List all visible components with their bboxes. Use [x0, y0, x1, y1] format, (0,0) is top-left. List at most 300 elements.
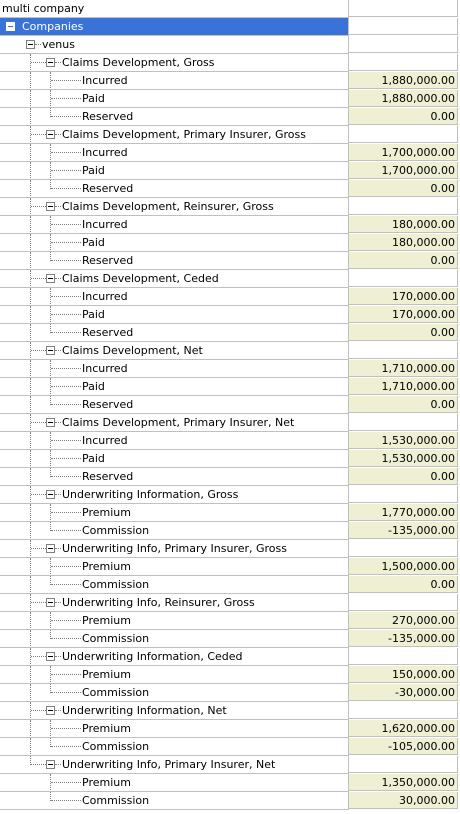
tree-connector	[51, 440, 81, 441]
tree-cell-leaf[interactable]	[0, 324, 349, 342]
tree-connector	[51, 404, 81, 405]
value-cell-venus	[349, 36, 458, 53]
tree-label-group: Underwriting Info, Reinsurer, Gross	[62, 596, 255, 609]
tree-connector	[50, 216, 51, 234]
tree-connector	[30, 342, 31, 360]
tree-connector	[30, 648, 31, 666]
tree-row-group[interactable]	[0, 126, 460, 144]
tree-connector	[30, 504, 31, 522]
tree-connector	[51, 512, 81, 513]
tree-connector	[55, 764, 61, 765]
tree-connector	[30, 90, 31, 108]
value-cell-group	[349, 198, 458, 215]
collapse-minus-icon[interactable]	[46, 598, 55, 607]
tree-connector	[50, 306, 51, 324]
tree-label-leaf: Premium	[82, 614, 131, 627]
tree-row-companies[interactable]	[0, 18, 460, 36]
tree-connector	[51, 116, 81, 117]
tree-row-leaf[interactable]	[0, 774, 460, 792]
tree-connector	[31, 134, 46, 135]
tree-row-leaf[interactable]	[0, 576, 460, 594]
tree-connector	[55, 206, 61, 207]
value-cell[interactable]: 1,700,000.00	[349, 144, 458, 161]
tree-label-leaf: Premium	[82, 506, 131, 519]
value-cell[interactable]: 1,530,000.00	[349, 432, 458, 449]
tree-connector	[30, 720, 31, 738]
tree-row-leaf[interactable]	[0, 522, 460, 540]
tree-connector	[50, 162, 51, 180]
header-cell	[0, 0, 349, 18]
tree-row-group[interactable]	[0, 648, 460, 666]
value-cell[interactable]: -30,000.00	[349, 684, 458, 701]
value-cell-group	[349, 648, 458, 665]
tree-row-leaf[interactable]	[0, 324, 460, 342]
tree-cell-group[interactable]	[0, 756, 349, 774]
tree-connector	[30, 288, 31, 306]
tree-label-leaf: Reserved	[82, 470, 134, 483]
tree-connector	[51, 782, 81, 783]
tree-connector	[30, 72, 31, 90]
tree-label-group: Underwriting Information, Gross	[62, 488, 239, 501]
tree-cell-group[interactable]	[0, 270, 349, 288]
tree-connector	[51, 80, 81, 81]
tree-label-venus: venus	[42, 38, 75, 51]
tree-label-group: Claims Development, Reinsurer, Gross	[62, 200, 274, 213]
tree-row-group[interactable]	[0, 702, 460, 720]
value-cell[interactable]: 170,000.00	[349, 288, 458, 305]
tree-cell-leaf[interactable]	[0, 180, 349, 198]
tree-connector	[51, 458, 81, 459]
tree-connector	[30, 486, 31, 504]
tree-connector	[30, 306, 31, 324]
tree-connector	[31, 602, 46, 603]
tree-connector	[51, 98, 81, 99]
tree-label-leaf: Reserved	[82, 110, 134, 123]
tree-cell-group[interactable]	[0, 198, 349, 216]
tree-cell-group[interactable]	[0, 342, 349, 360]
tree-label-leaf: Reserved	[82, 326, 134, 339]
tree-row-group[interactable]	[0, 540, 460, 558]
tree-connector	[30, 684, 31, 702]
tree-row-group[interactable]	[0, 342, 460, 360]
tree-row-leaf[interactable]	[0, 792, 460, 810]
tree-row-leaf[interactable]	[0, 252, 460, 270]
tree-connector	[31, 422, 46, 423]
tree-connector	[51, 692, 81, 693]
tree-connector	[51, 188, 81, 189]
tree-cell-leaf[interactable]	[0, 738, 349, 756]
tree-label-leaf: Paid	[82, 308, 105, 321]
tree-connector	[50, 144, 51, 162]
tree-label-group: Underwriting Information, Ceded	[62, 650, 243, 663]
value-cell-group	[349, 486, 458, 503]
tree-connector	[50, 720, 51, 738]
tree-label-leaf: Premium	[82, 560, 131, 573]
tree-connector	[51, 260, 81, 261]
value-cell[interactable]: 0.00	[349, 180, 458, 197]
tree-cell-leaf[interactable]	[0, 720, 349, 738]
tree-label-leaf: Paid	[82, 380, 105, 393]
value-cell-companies	[349, 18, 458, 35]
tree-cell-group[interactable]	[0, 648, 349, 666]
tree-connector	[51, 728, 81, 729]
tree-connector	[51, 674, 81, 675]
tree-row-group[interactable]	[0, 54, 460, 72]
tree-connector	[55, 422, 61, 423]
tree-connector	[51, 638, 81, 639]
tree-connector	[51, 386, 81, 387]
tree-row-group[interactable]	[0, 594, 460, 612]
tree-label-leaf: Incurred	[82, 290, 128, 303]
tree-connector	[30, 54, 31, 72]
tree-label-leaf: Incurred	[82, 362, 128, 375]
tree-connector	[50, 72, 51, 90]
tree-connector	[31, 278, 46, 279]
tree-connector	[51, 800, 81, 801]
value-cell[interactable]: 1,350,000.00	[349, 774, 458, 791]
tree-connector	[51, 476, 81, 477]
tree-row-leaf[interactable]	[0, 360, 460, 378]
tree-row-group[interactable]	[0, 414, 460, 432]
tree-label-leaf: Premium	[82, 668, 131, 681]
tree-connector	[51, 620, 81, 621]
tree-connector	[50, 90, 51, 108]
tree-connector	[30, 180, 31, 198]
tree-row-leaf[interactable]	[0, 558, 460, 576]
value-cell-group	[349, 342, 458, 359]
tree-row-leaf[interactable]	[0, 72, 460, 90]
tree-connector	[51, 224, 81, 225]
tree-cell-leaf[interactable]	[0, 576, 349, 594]
tree-row-leaf[interactable]	[0, 108, 460, 126]
tree-connector	[50, 504, 51, 522]
tree-cell-leaf[interactable]	[0, 216, 349, 234]
tree-label-leaf: Commission	[82, 794, 150, 807]
tree-label-group: Underwriting Information, Net	[62, 704, 227, 717]
tree-connector	[51, 746, 81, 747]
header-value-cell	[349, 0, 458, 17]
tree-row-leaf[interactable]	[0, 396, 460, 414]
value-cell[interactable]: -135,000.00	[349, 630, 458, 647]
tree-label-group: Claims Development, Primary Insurer, Gross	[62, 128, 307, 141]
collapse-minus-icon[interactable]	[46, 544, 55, 553]
value-cell-group	[349, 126, 458, 143]
tree-cell-group[interactable]	[0, 486, 349, 504]
tree-row-leaf[interactable]	[0, 216, 460, 234]
tree-label-group: Underwriting Info, Primary Insurer, Net	[62, 758, 276, 771]
tree-connector	[51, 368, 81, 369]
tree-cell-leaf[interactable]	[0, 378, 349, 396]
tree-connector	[30, 468, 31, 486]
tree-connector	[30, 198, 31, 216]
tree-label-companies: Companies	[22, 20, 84, 33]
tree-connector	[31, 206, 46, 207]
tree-connector	[55, 350, 61, 351]
tree-cell-leaf[interactable]	[0, 108, 349, 126]
tree-connector	[30, 576, 31, 594]
tree-label-leaf: Incurred	[82, 146, 128, 159]
tree-cell-leaf[interactable]	[0, 396, 349, 414]
tree-connector	[51, 296, 81, 297]
tree-connector	[51, 152, 81, 153]
tree-label-leaf: Reserved	[82, 254, 134, 267]
tree-label-group: Claims Development, Gross	[62, 56, 215, 69]
tree-connector	[30, 594, 31, 612]
tree-label-leaf: Paid	[82, 452, 105, 465]
tree-connector	[31, 494, 46, 495]
tree-row-group[interactable]	[0, 486, 460, 504]
tree-label-group: Claims Development, Net	[62, 344, 203, 357]
tree-connector	[31, 710, 46, 711]
tree-cell-group[interactable]	[0, 540, 349, 558]
tree-connector	[30, 612, 31, 630]
tree-connector	[31, 656, 46, 657]
tree-cell-companies[interactable]	[0, 18, 349, 36]
collapse-minus-icon[interactable]	[46, 418, 55, 427]
collapse-minus-icon[interactable]	[6, 22, 15, 31]
value-cell[interactable]: 0.00	[349, 108, 458, 125]
tree-row-group[interactable]	[0, 270, 460, 288]
value-cell[interactable]: 0.00	[349, 252, 458, 269]
tree-row-leaf[interactable]	[0, 288, 460, 306]
tree-cell-leaf[interactable]	[0, 90, 349, 108]
value-cell[interactable]: 1,620,000.00	[349, 720, 458, 737]
tree-connector	[50, 666, 51, 684]
tree-label-leaf: Incurred	[82, 218, 128, 231]
value-cell[interactable]: 1,700,000.00	[349, 162, 458, 179]
tree-row-leaf[interactable]	[0, 612, 460, 630]
collapse-minus-icon[interactable]	[46, 130, 55, 139]
value-cell[interactable]: 180,000.00	[349, 216, 458, 233]
value-cell[interactable]: 0.00	[349, 324, 458, 341]
tree-connector	[30, 378, 31, 396]
tree-cell-group[interactable]	[0, 594, 349, 612]
tree-cell-leaf[interactable]	[0, 468, 349, 486]
value-cell[interactable]: 1,500,000.00	[349, 558, 458, 575]
tree-connector	[55, 602, 61, 603]
tree-cell-leaf[interactable]	[0, 558, 349, 576]
tree-label-leaf: Paid	[82, 236, 105, 249]
value-cell-group	[349, 594, 458, 611]
tree-cell-leaf[interactable]	[0, 792, 349, 810]
value-cell[interactable]: 1,710,000.00	[349, 378, 458, 395]
tree-row-leaf[interactable]	[0, 432, 460, 450]
tree-connector	[55, 278, 61, 279]
value-cell[interactable]: 270,000.00	[349, 612, 458, 629]
value-cell[interactable]: 1,770,000.00	[349, 504, 458, 521]
value-cell-group	[349, 414, 458, 431]
tree-cell-leaf[interactable]	[0, 288, 349, 306]
value-cell[interactable]: 0.00	[349, 576, 458, 593]
tree-cell-leaf[interactable]	[0, 684, 349, 702]
tree-connector	[31, 764, 46, 765]
tree-connector	[50, 774, 51, 792]
tree-connector	[30, 540, 31, 558]
tree-connector	[55, 134, 61, 135]
tree-cell-group[interactable]	[0, 702, 349, 720]
value-cell[interactable]: 150,000.00	[349, 666, 458, 683]
tree-cell-venus[interactable]	[0, 36, 349, 54]
tree-label-leaf: Commission	[82, 740, 150, 753]
tree-connector	[50, 234, 51, 252]
tree-connector	[51, 584, 81, 585]
tree-row-leaf[interactable]	[0, 684, 460, 702]
tree-row-venus[interactable]	[0, 36, 460, 54]
value-cell[interactable]: 180,000.00	[349, 234, 458, 251]
value-cell[interactable]: 170,000.00	[349, 306, 458, 323]
tree-cell-leaf[interactable]	[0, 162, 349, 180]
tree-cell-group[interactable]	[0, 414, 349, 432]
tree-connector	[30, 270, 31, 288]
tree-connector	[30, 360, 31, 378]
tree-cell-leaf[interactable]	[0, 612, 349, 630]
tree-cell-leaf[interactable]	[0, 666, 349, 684]
tree-connector	[51, 314, 81, 315]
tree-cell-leaf[interactable]	[0, 522, 349, 540]
value-cell[interactable]: 0.00	[349, 468, 458, 485]
tree-cell-group[interactable]	[0, 126, 349, 144]
tree-label-group: Underwriting Info, Primary Insurer, Gross	[62, 542, 287, 555]
value-cell[interactable]: 1,710,000.00	[349, 360, 458, 377]
tree-connector	[30, 234, 31, 252]
tree-connector	[30, 144, 31, 162]
tree-connector	[30, 432, 31, 450]
tree-cell-leaf[interactable]	[0, 144, 349, 162]
tree-connector	[30, 450, 31, 468]
header-title: multi company	[2, 2, 85, 15]
tree-cell-leaf[interactable]	[0, 774, 349, 792]
collapse-minus-icon[interactable]	[46, 274, 55, 283]
tree-connector	[50, 360, 51, 378]
collapse-minus-icon[interactable]	[46, 58, 55, 67]
tree-row-leaf[interactable]	[0, 630, 460, 648]
value-cell[interactable]: 1,530,000.00	[349, 450, 458, 467]
groups-container	[0, 54, 460, 810]
tree-row-leaf[interactable]	[0, 666, 460, 684]
tree-label-leaf: Commission	[82, 578, 150, 591]
tree-row-leaf[interactable]	[0, 504, 460, 522]
tree-row-leaf[interactable]	[0, 306, 460, 324]
tree-row-leaf[interactable]	[0, 720, 460, 738]
tree-connector	[55, 548, 61, 549]
tree-row-leaf[interactable]	[0, 180, 460, 198]
tree-label-leaf: Commission	[82, 524, 150, 537]
tree-cell-leaf[interactable]	[0, 432, 349, 450]
value-cell-group	[349, 702, 458, 719]
tree-row-leaf[interactable]	[0, 738, 460, 756]
tree-label-leaf: Reserved	[82, 398, 134, 411]
tree-connector	[30, 162, 31, 180]
tree-connector	[31, 350, 46, 351]
tree-row-leaf[interactable]	[0, 450, 460, 468]
tree-connector	[50, 558, 51, 576]
collapse-minus-icon[interactable]	[46, 652, 55, 661]
tree-connector	[31, 548, 46, 549]
tree-cell-leaf[interactable]	[0, 630, 349, 648]
value-cell[interactable]: 0.00	[349, 396, 458, 413]
tree-connector	[30, 216, 31, 234]
tree-label-leaf: Incurred	[82, 74, 128, 87]
tree-label-leaf: Reserved	[82, 182, 134, 195]
tree-connector	[30, 630, 31, 648]
tree-row-leaf[interactable]	[0, 144, 460, 162]
tree-connector	[30, 522, 31, 540]
value-cell[interactable]: 30,000.00	[349, 792, 458, 809]
tree-connector	[30, 252, 31, 270]
tree-cell-leaf[interactable]	[0, 360, 349, 378]
tree-connector	[31, 62, 46, 63]
tree-connector	[30, 738, 31, 756]
tree-row-leaf[interactable]	[0, 468, 460, 486]
value-cell[interactable]: 1,880,000.00	[349, 90, 458, 107]
tree-row-leaf[interactable]	[0, 234, 460, 252]
tree-cell-leaf[interactable]	[0, 504, 349, 522]
tree-connector	[30, 324, 31, 342]
tree-connector	[30, 558, 31, 576]
value-cell-group	[349, 54, 458, 71]
selection-highlight	[0, 18, 348, 35]
value-cell-group	[349, 756, 458, 773]
tree-label-leaf: Paid	[82, 92, 105, 105]
tree-label-leaf: Commission	[82, 632, 150, 645]
tree-cell-leaf[interactable]	[0, 72, 349, 90]
tree-row-group[interactable]	[0, 198, 460, 216]
value-cell[interactable]: -135,000.00	[349, 522, 458, 539]
tree-connector	[55, 494, 61, 495]
collapse-minus-icon[interactable]	[46, 706, 55, 715]
tree-cell-leaf[interactable]	[0, 450, 349, 468]
tree-connector	[50, 450, 51, 468]
tree-connector	[30, 414, 31, 432]
tree-row-leaf[interactable]	[0, 90, 460, 108]
value-cell[interactable]: -105,000.00	[349, 738, 458, 755]
tree-connector	[30, 396, 31, 414]
tree-label-leaf: Premium	[82, 722, 131, 735]
tree-label-leaf: Incurred	[82, 434, 128, 447]
tree-connector	[30, 108, 31, 126]
tree-cell-leaf[interactable]	[0, 234, 349, 252]
collapse-minus-icon[interactable]	[46, 760, 55, 769]
tree-row-leaf[interactable]	[0, 378, 460, 396]
tree-connector	[50, 432, 51, 450]
tree-cell-leaf[interactable]	[0, 252, 349, 270]
tree-connector	[30, 702, 31, 720]
tree-cell-group[interactable]	[0, 54, 349, 72]
header-row	[0, 0, 460, 18]
value-cell-group	[349, 540, 458, 557]
tree-connector	[30, 666, 31, 684]
tree-connector	[55, 62, 61, 63]
value-cell[interactable]: 1,880,000.00	[349, 72, 458, 89]
tree-cell-leaf[interactable]	[0, 306, 349, 324]
tree-connector	[50, 378, 51, 396]
tree-label-leaf: Paid	[82, 164, 105, 177]
tree-connector	[50, 612, 51, 630]
tree-row-leaf[interactable]	[0, 162, 460, 180]
collapse-minus-icon[interactable]	[46, 202, 55, 211]
collapse-minus-icon[interactable]	[46, 346, 55, 355]
tree-label-leaf: Commission	[82, 686, 150, 699]
tree-row-group[interactable]	[0, 756, 460, 774]
tree-connector	[55, 656, 61, 657]
collapse-minus-icon[interactable]	[26, 40, 35, 49]
tree-connector	[51, 566, 81, 567]
collapse-minus-icon[interactable]	[46, 490, 55, 499]
tree-label-group: Claims Development, Primary Insurer, Net	[62, 416, 295, 429]
tree-label-group: Claims Development, Ceded	[62, 272, 219, 285]
tree-connector	[55, 710, 61, 711]
tree-label-leaf: Premium	[82, 776, 131, 789]
